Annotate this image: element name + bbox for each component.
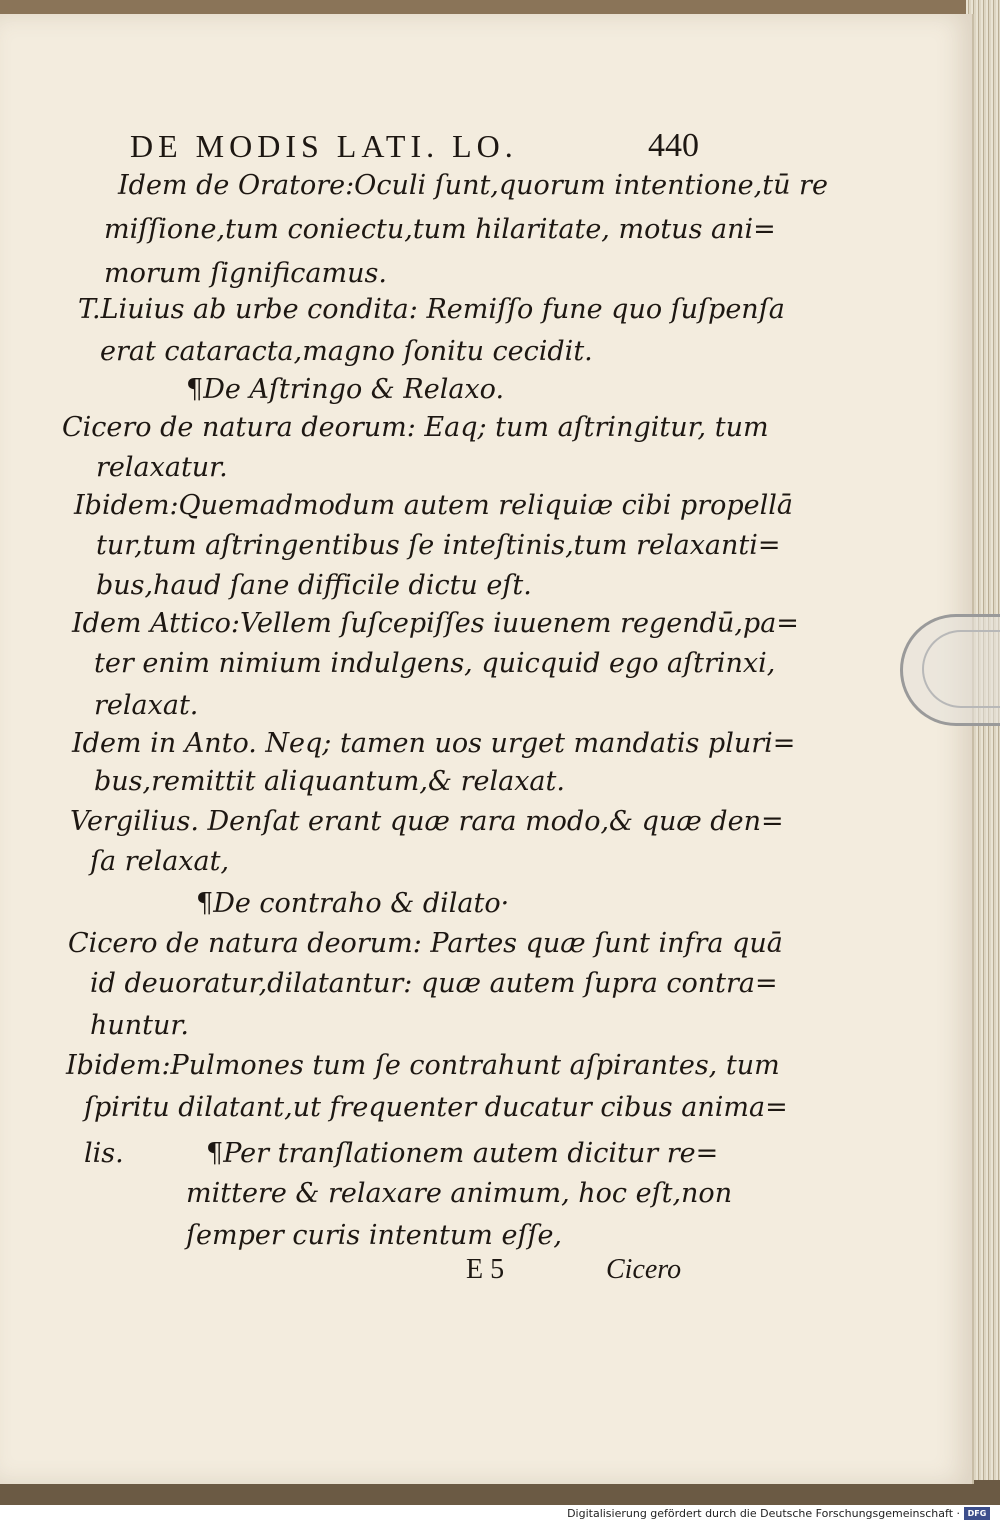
text-line: Vergilius. Denſat erant quæ rara modo,& quæ den=	[70, 806, 784, 837]
text-line: miſſione,tum coniectu,tum hilaritate, motus ani=	[104, 214, 776, 245]
section-heading: ¶De Aſtringo & Relaxo.	[186, 374, 505, 405]
digitization-credit: Digitalisierung gefördert durch die Deutsche Forschungsgemeinschaft ·	[567, 1507, 960, 1520]
paragraph-mark-icon: ¶	[196, 888, 214, 919]
text-line: Idem Attico:Vellem ſuſcepiſſes iuuenem regendū,pa=	[72, 608, 799, 639]
text-line: relaxatur.	[96, 452, 228, 483]
signature-mark: E 5	[466, 1254, 505, 1285]
text-line: tur,tum aſtringentibus ſe inteſtinis,tum relaxanti=	[96, 530, 781, 561]
catchword: Cicero	[606, 1254, 682, 1285]
text-line: mittere & relaxare animum, hoc eſt,non	[186, 1178, 733, 1209]
text-line: bus,haud ſane difficile dictu eſt.	[96, 570, 532, 601]
text-line: morum ſignificamus.	[104, 258, 387, 289]
running-head: DE MODIS LATI. LO.	[130, 128, 518, 164]
section-heading: ¶Per tranſlationem autem dicitur re=	[206, 1138, 719, 1169]
text-line: Ibidem:Quemadmodum autem reliquiæ cibi propellā	[74, 490, 794, 521]
paragraph-mark-icon: ¶	[206, 1138, 224, 1169]
text-line: Idem in Anto. Neq; tamen uos urget mandatis pluri=	[72, 728, 796, 759]
section-heading: ¶De contraho & dilato·	[196, 888, 510, 919]
text-line: Ibidem:Pulmones tum ſe contrahunt aſpirantes, tum	[66, 1050, 780, 1081]
text-line: ter enim nimium indulgens, quicquid ego aſtrinxi,	[94, 648, 776, 679]
text-line: Cicero de natura deorum: Partes quæ ſunt infra quā	[68, 928, 783, 959]
text-line: erat cataracta,magno ſonitu cecidit.	[100, 336, 593, 367]
text-line: ſpiritu dilatant,ut frequenter ducatur cibus anima=	[84, 1092, 788, 1123]
text-line: huntur.	[90, 1010, 189, 1041]
text-line: ſa relaxat,	[90, 846, 230, 877]
text-line: ſemper curis intentum eſſe,	[186, 1220, 563, 1251]
dfg-logo: DFG	[964, 1507, 990, 1520]
paragraph-mark-icon: ¶	[186, 374, 204, 405]
text-line: T.Liuius ab urbe condita: Remiſſo fune quo ſuſpenſa	[78, 294, 785, 325]
text-line: relaxat.	[94, 690, 199, 721]
text-line: Idem de Oratore:Oculi ſunt,quorum intentione,tū re	[118, 170, 828, 201]
text-line: lis.	[84, 1138, 124, 1169]
text-line: bus,remittit aliquantum,& relaxat.	[94, 766, 565, 797]
page-number: 440	[648, 127, 699, 164]
text-line: id deuoratur,dilatantur: quæ autem ſupra contra=	[90, 968, 778, 999]
text-line: Cicero de natura deorum: Eaq; tum aſtringitur, tum	[62, 412, 769, 443]
paper-clip-inner-loop	[922, 630, 1000, 708]
